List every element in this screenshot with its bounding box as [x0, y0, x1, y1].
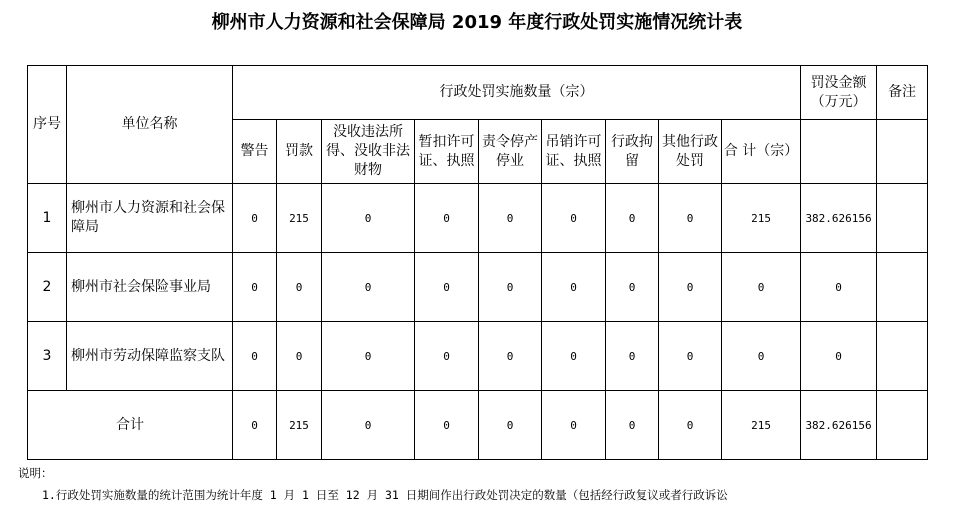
cell-fine: 0	[277, 322, 322, 391]
cell-amount: 0	[801, 253, 877, 322]
header-fine: 罚款	[277, 120, 322, 184]
cell-total: 0	[722, 253, 801, 322]
total-suspend: 0	[415, 391, 479, 460]
header-other: 其他行政处罚	[659, 120, 722, 184]
cell-seq: 3	[28, 322, 67, 391]
notes-line-1: 1.行政处罚实施数量的统计范围为统计年度 1 月 1 日至 12 月 31 日期间作出行政处罚决定的数量（包括经行政复议或者行政诉讼	[42, 488, 728, 502]
cell-confiscate: 0	[322, 322, 415, 391]
cell-order-stop: 0	[479, 253, 542, 322]
cell-unit: 柳州市社会保险事业局	[67, 253, 233, 322]
cell-fine: 215	[277, 184, 322, 253]
cell-revoke: 0	[542, 322, 606, 391]
header-total: 合 计（宗）	[722, 120, 801, 184]
cell-suspend: 0	[415, 184, 479, 253]
penalty-statistics-table	[27, 65, 928, 460]
header-suspend: 暂扣许可证、执照	[415, 120, 479, 184]
total-confiscate: 0	[322, 391, 415, 460]
total-remark	[877, 391, 928, 460]
header-revoke: 吊销许可证、执照	[542, 120, 606, 184]
header-blank	[801, 120, 877, 184]
cell-suspend: 0	[415, 253, 479, 322]
header-penalty-count: 行政处罚实施数量（宗）	[233, 66, 801, 120]
cell-detention: 0	[606, 184, 659, 253]
header-confiscate: 没收违法所得、没收非法财物	[322, 120, 415, 184]
page-title: 柳州市人力资源和社会保障局 2019 年度行政处罚实施情况统计表	[211, 12, 743, 33]
cell-order-stop: 0	[479, 322, 542, 391]
header-order-stop: 责令停产停业	[479, 120, 542, 184]
cell-seq: 1	[28, 184, 67, 253]
total-order-stop: 0	[479, 391, 542, 460]
cell-warning: 0	[233, 184, 277, 253]
total-warning: 0	[233, 391, 277, 460]
cell-fine: 0	[277, 253, 322, 322]
cell-revoke: 0	[542, 253, 606, 322]
header-warning: 警告	[233, 120, 277, 184]
cell-amount: 382.626156	[801, 184, 877, 253]
cell-warning: 0	[233, 322, 277, 391]
total-label: 合计	[28, 391, 233, 460]
cell-seq: 2	[28, 253, 67, 322]
header-unit: 单位名称	[67, 66, 233, 184]
total-other: 0	[659, 391, 722, 460]
table-row	[28, 253, 928, 322]
cell-remark	[877, 184, 928, 253]
cell-detention: 0	[606, 253, 659, 322]
table-row	[28, 184, 928, 253]
cell-confiscate: 0	[322, 253, 415, 322]
cell-unit: 柳州市人力资源和社会保障局	[67, 184, 233, 253]
table-row	[28, 322, 928, 391]
notes-label: 说明：	[18, 466, 53, 480]
cell-amount: 0	[801, 322, 877, 391]
cell-warning: 0	[233, 253, 277, 322]
header-seq: 序号	[28, 66, 67, 184]
cell-other: 0	[659, 322, 722, 391]
total-detention: 0	[606, 391, 659, 460]
cell-suspend: 0	[415, 322, 479, 391]
cell-remark	[877, 253, 928, 322]
cell-revoke: 0	[542, 184, 606, 253]
cell-order-stop: 0	[479, 184, 542, 253]
cell-other: 0	[659, 253, 722, 322]
header-blank	[877, 120, 928, 184]
cell-total: 0	[722, 322, 801, 391]
cell-total: 215	[722, 184, 801, 253]
total-amount: 382.626156	[801, 391, 877, 460]
total-total: 215	[722, 391, 801, 460]
total-revoke: 0	[542, 391, 606, 460]
cell-other: 0	[659, 184, 722, 253]
header-remark: 备注	[877, 66, 928, 120]
cell-confiscate: 0	[322, 184, 415, 253]
cell-detention: 0	[606, 322, 659, 391]
cell-remark	[877, 322, 928, 391]
total-row	[28, 391, 928, 460]
notes-section	[18, 462, 948, 506]
total-fine: 215	[277, 391, 322, 460]
header-fine-amount: 罚没金额（万元）	[801, 66, 877, 120]
cell-unit: 柳州市劳动保障监察支队	[67, 322, 233, 391]
header-detention: 行政拘留	[606, 120, 659, 184]
